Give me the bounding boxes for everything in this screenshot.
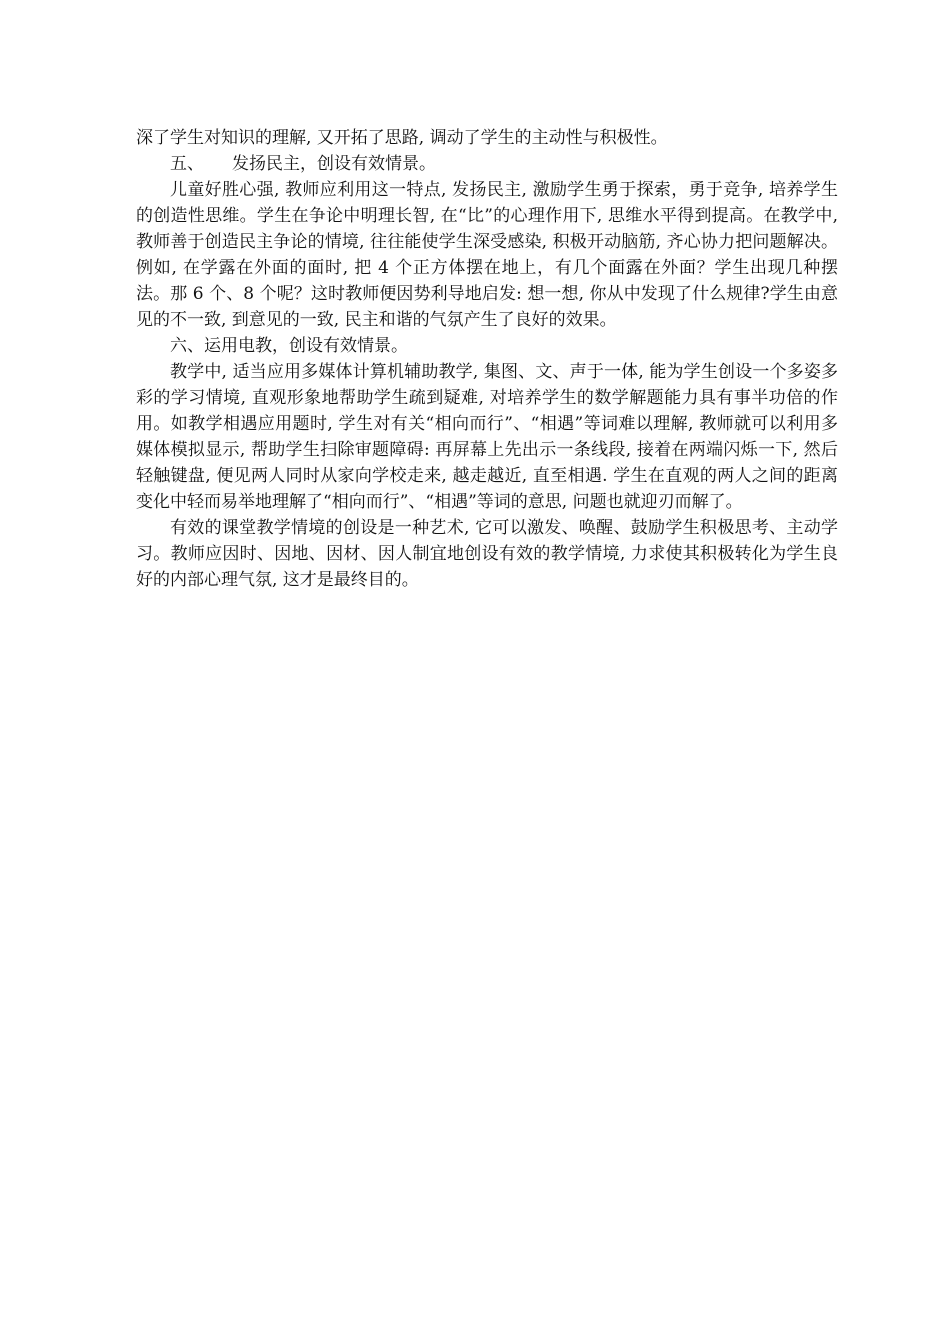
section-number-5: 五、 — [170, 154, 204, 174]
section-title-5: 发扬民主，创设有效情景。 — [232, 154, 436, 174]
section-heading-6: 六、运用电教，创设有效情景。 — [170, 336, 408, 356]
document-body — [136, 125, 838, 593]
paragraph-section-6: 教学中, 适当应用多媒体计算机辅助教学, 集图、文、声于一体, 能为学生创设一个多姿多彩的学习情境, 直观形象地帮助学生疏到疑难, 对培养学生的数学解题能力具有事半功倍的作用。如教学相遇应用题时, 学生对有关“相向而行”、“相遇”等词难以理解, 教师就可以利用多媒体模拟显示, 帮助学生扫除审题障碍: 再屏幕上先出示一条线段, 接着在两端闪烁一下, 然后轻触键盘, 便见两人同时从家向学校走来, 越走越近, 直至相遇. 学生在直观的两人之间的距离变化中轻而易举地理解了“相向而行”、“相遇”等词的意思, 问题也就迎刃而解了。 — [136, 362, 838, 512]
paragraph-continuation: 深了学生对知识的理解, 又开拓了思路, 调动了学生的主动性与积极性。 — [136, 128, 668, 148]
paragraph-section-5: 儿童好胜心强, 教师应利用这一特点, 发扬民主, 激励学生勇于探索，勇于竞争, 培养学生的创造性思维。学生在争论中明理长智, 在“比”的心理作用下, 思维水平得到提高。在教学中, 教师善于创造民主争论的情境, 往往能使学生深受感染, 积极开动脑筋, 齐心协力把问题解决。例如, 在学露在外面的面时, 把 4 个正方体摆在地上，有几个面露在外面？学生出现几种摆法。那 6 个、8 个呢？这时教师便因势利导地启发: 想一想, 你从中发现了什么规律?学生由意见的不一致, 到意见的一致, 民主和谐的气氛产生了良好的效果。 — [136, 180, 838, 330]
section-heading-5 — [136, 151, 838, 177]
paragraph-conclusion: 有效的课堂教学情境的创设是一种艺术, 它可以激发、唤醒、鼓励学生积极思考、主动学习。教师应因时、因地、因材、因人制宜地创设有效的教学情境, 力求使其积极转化为学生良好的内部心理气氛, 这才是最终目的。 — [136, 518, 838, 590]
